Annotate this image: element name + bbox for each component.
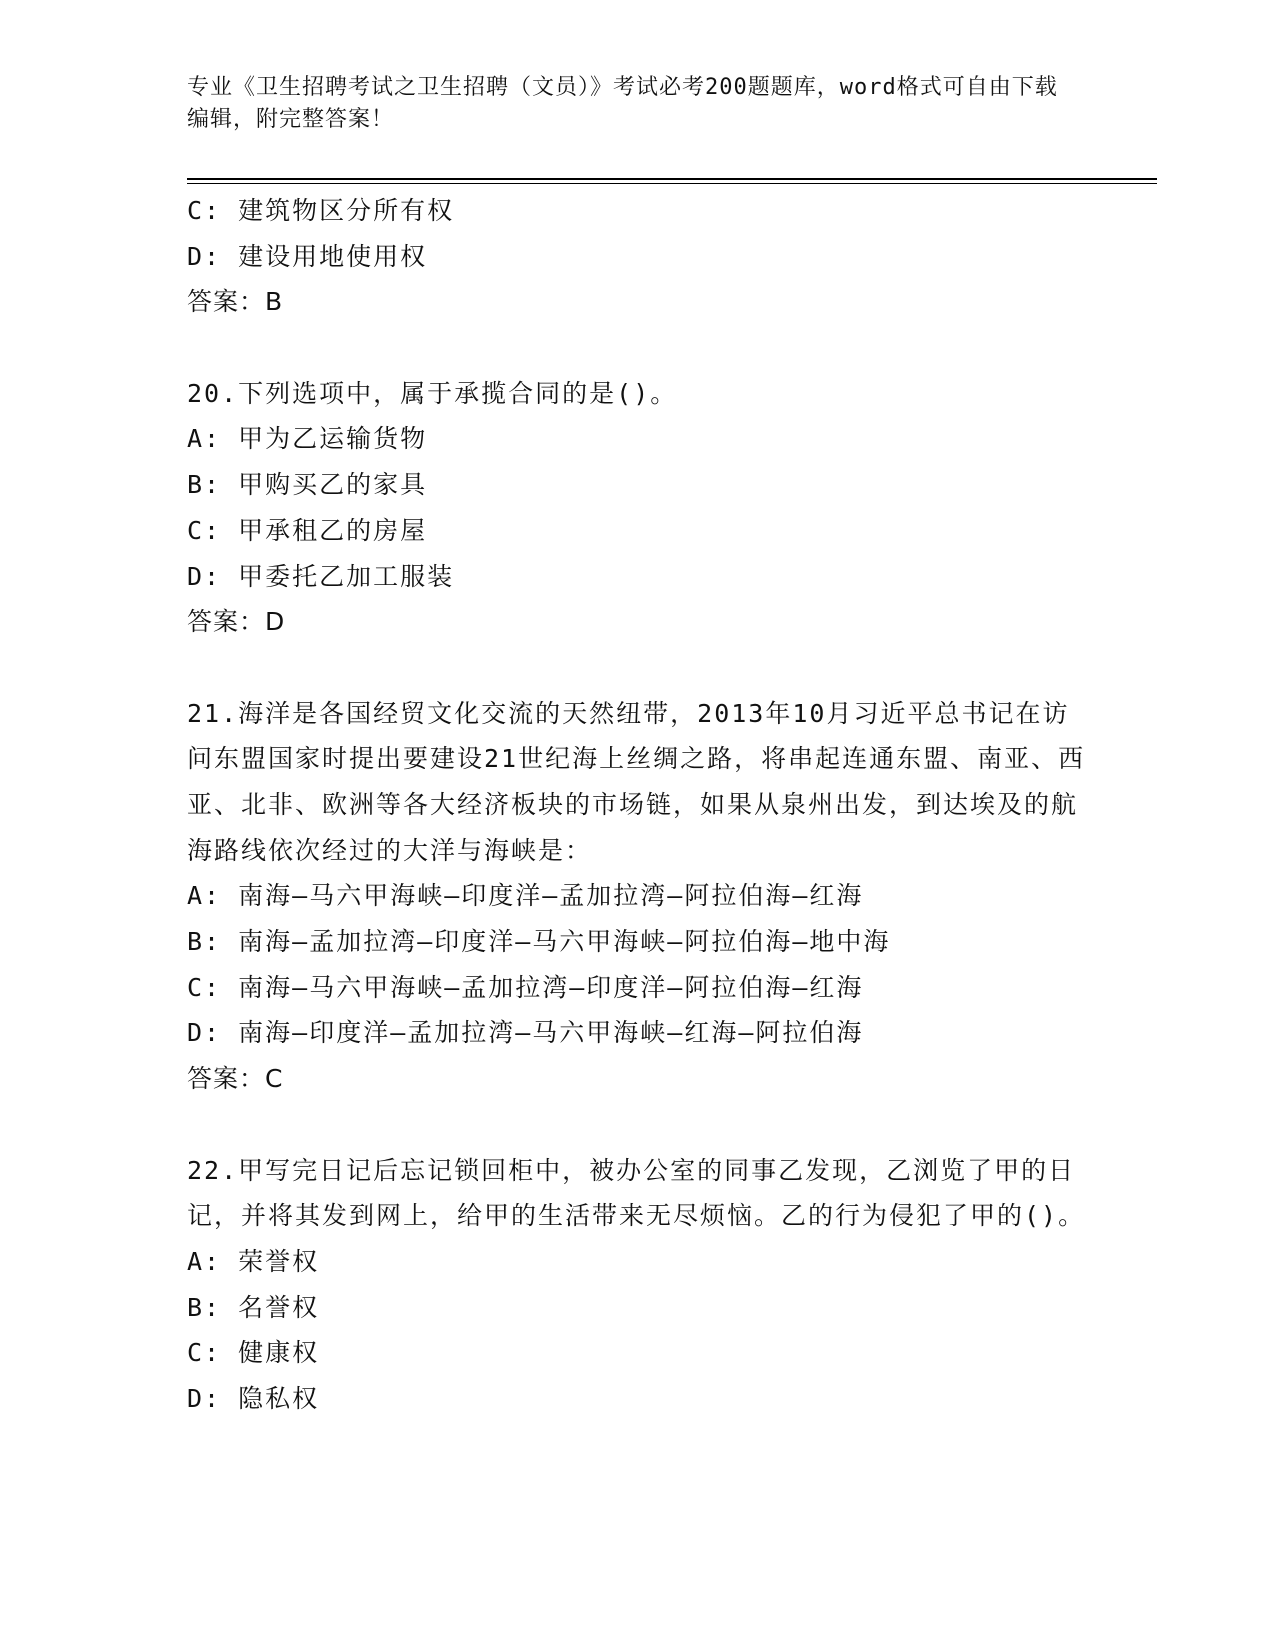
spacer	[187, 325, 1087, 371]
q22-question: 22.甲写完日记后忘记锁回柜中，被办公室的同事乙发现，乙浏览了甲的日记，并将其发到网上，给甲的生活带来无尽烦恼。乙的行为侵犯了甲的()。	[187, 1155, 1086, 1231]
q21-question: 21.海洋是各国经贸文化交流的天然纽带，2013年10月习近平总书记在访问东盟国家时提出要建设21世纪海上丝绸之路，将串起连通东盟、南亚、西亚、北非、欧洲等各大经济板块的市场链，如果从泉州出发，到达埃及的航海路线依次经过的大洋与海峡是：	[187, 698, 1086, 865]
q20-option-a: A: 甲为乙运输货物	[187, 424, 428, 454]
q22-option-a: A: 荣誉权	[187, 1246, 320, 1276]
q21-option-c: C: 南海—马六甲海峡—孟加拉湾—印度洋—阿拉伯海—红海	[187, 972, 864, 1002]
q20-answer: 答案：D	[187, 607, 286, 637]
q19-option-c: C: 建筑物区分所有权	[187, 196, 455, 225]
q21-option-a: A: 南海—马六甲海峡—印度洋—孟加拉湾—阿拉伯海—红海	[187, 881, 864, 911]
q22-option-b: B: 名誉权	[187, 1292, 320, 1322]
question-content	[187, 188, 1087, 1422]
q21-option-b: B: 南海—孟加拉湾—印度洋—马六甲海峡—阿拉伯海—地中海	[187, 927, 891, 957]
q22-option-c: C: 健康权	[187, 1338, 320, 1368]
spacer	[187, 1102, 1087, 1148]
q21-answer: 答案：C	[187, 1064, 284, 1094]
q21-option-d: D: 南海—印度洋—孟加拉湾—马六甲海峡—红海—阿拉伯海	[187, 1018, 864, 1048]
q20-question: 20.下列选项中，属于承揽合同的是()。	[187, 378, 678, 408]
q19-answer: 答案：B	[187, 287, 284, 317]
header-divider-thick	[187, 178, 1157, 180]
q20-option-c: C: 甲承租乙的房屋	[187, 515, 428, 545]
q20-option-b: B: 甲购买乙的家具	[187, 470, 428, 500]
header-divider-thin	[187, 183, 1157, 184]
q19-option-d: D: 建设用地使用权	[187, 241, 428, 271]
q22-option-d: D: 隐私权	[187, 1383, 320, 1413]
spacer	[187, 645, 1087, 691]
document-header: 专业《卫生招聘考试之卫生招聘（文员）》考试必考200题题库，word格式可自由下载编辑，附完整答案！	[187, 75, 1058, 132]
q20-option-d: D: 甲委托乙加工服装	[187, 561, 455, 591]
